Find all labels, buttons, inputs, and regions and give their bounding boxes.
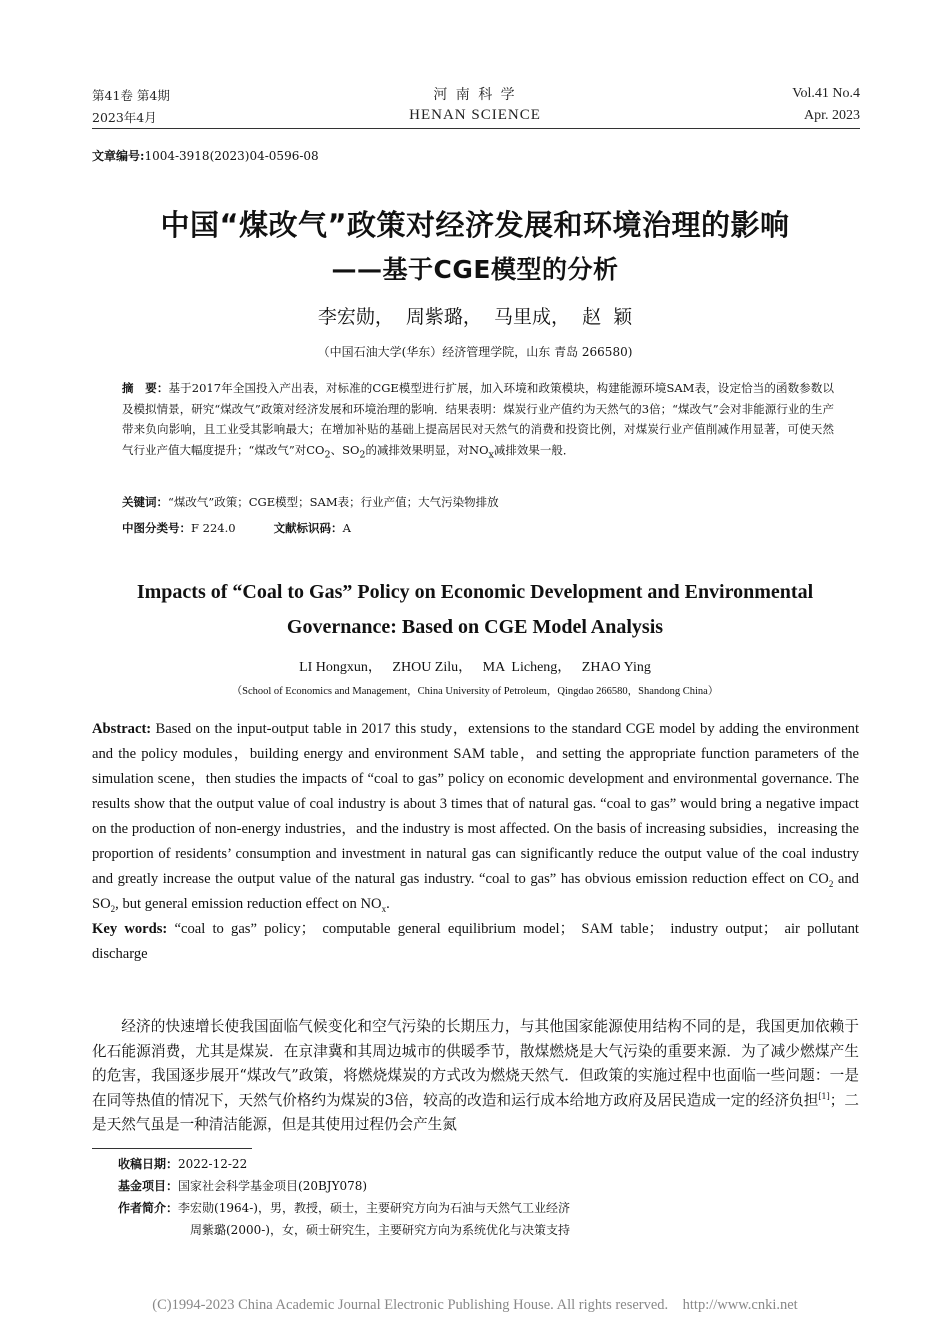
classification xyxy=(122,520,351,536)
body-text: 经济的快速增长使我国面临气候变化和空气污染的长期压力，与其他国家能源使用结构不同的是，我国更加依赖于化石能源消费，尤其是煤炭．在京津冀和其周边城市的供暖季节，散煤燃烧是大气污染的重要来源．为了减少燃煤产生的危害，我国逐步展开“煤改气”政策，将燃烧煤炭的方式改为燃烧天然气．但政策的实施过程中也面临一些问题：一是在同等热值的情况下，天然气价格约为煤炭的3倍，较高的改造和运行成本给地方政府及居民造成一定的经济负担 xyxy=(92,1018,859,1109)
received-date xyxy=(118,1155,247,1172)
keywords-cn-text: “煤改气”政策；CGE模型；SAM表；行业产值；大气污染物排放 xyxy=(168,495,499,509)
date-en: Apr. 2023 xyxy=(804,108,860,123)
header-rule xyxy=(92,128,860,129)
title-en-line2: Governance: Based on CGE Model Analysis xyxy=(286,616,664,638)
title-cn-line1: 中国“煤改气”政策对经济发展和环境治理的影响 xyxy=(160,208,790,242)
clc-value: F 224.0 xyxy=(191,521,236,535)
authors-cn: 李宏勋， 周紫璐， 马里成， 赵 颖 xyxy=(317,306,633,328)
subscript: 2 xyxy=(359,448,366,460)
received-label: 收稿日期： xyxy=(118,1157,179,1171)
fund-project xyxy=(118,1177,367,1194)
affiliation-cn: （中国石油大学(华东）经济管理学院，山东 青岛 266580) xyxy=(317,345,633,359)
copyright-footer: (C)1994-2023 China Academic Journal Electronic Publishing House. All rights reserved. http://www.cnki.net xyxy=(152,1297,798,1313)
doc-code-label: 文献标识码： xyxy=(273,521,343,535)
journal-name-en: HENAN SCIENCE xyxy=(409,107,541,123)
article-number-value: 1004-3918(2023)04-0596-08 xyxy=(144,149,319,163)
fund-value: 国家社会科学基金项目(20BJY078) xyxy=(178,1179,368,1193)
abstract-cn-text: 减排效果一般． xyxy=(493,442,575,457)
keywords-en-text: “coal to gas” policy； computable general equilibrium model； SAM table； industry output； air pollutant discharge xyxy=(92,921,859,962)
title-cn-line2: ——基于CGE模型的分析 xyxy=(331,255,619,284)
volume-issue: 第41卷 第4期 xyxy=(92,88,170,103)
abstract-cn xyxy=(122,378,834,465)
received-value: 2022-12-22 xyxy=(178,1157,248,1171)
abstract-en-text: . xyxy=(386,896,390,912)
abstract-en xyxy=(92,717,859,967)
author-bio-label: 作者简介： xyxy=(118,1201,179,1215)
abstract-cn-text: 、SO xyxy=(330,442,360,457)
citation-ref: [1] xyxy=(818,1091,830,1101)
abstract-cn-label: 摘 要： xyxy=(122,381,169,395)
fund-label: 基金项目： xyxy=(118,1179,179,1193)
keywords-cn-label: 关键词： xyxy=(122,495,168,509)
subscript: 2 xyxy=(324,448,331,460)
subscript: x xyxy=(488,448,494,460)
journal-name-cn: 河 南 科 学 xyxy=(433,87,517,103)
abstract-cn-text: 基于2017年全国投入产出表，对标准的CGE模型进行扩展，加入环境和政策模块，构建能源环境SAM表，设定恰当的函数参数以及模拟情景，研究“煤改气”政策对经济发展和环境治理的影响．结果表明：煤炭行业产值约为天然气的3倍；“煤改气”会对非能源行业的生产带来负向影响，且工业受其影响最大；在增加补贴的基础上提高居民对天然气的消费和投资比例，对煤炭行业产值削减作用显著，可使天然气行业产值大幅度提升；“煤改气”对CO xyxy=(122,381,834,457)
abstract-en-text: , but general emission reduction effect on NO xyxy=(115,896,382,912)
authors-en: LI Hongxun， ZHOU Zilu， MA Licheng， ZHAO Ying xyxy=(299,660,651,675)
subscript: 2 xyxy=(828,878,834,889)
abstract-cn-text: 的减排效果明显，对NO xyxy=(365,442,489,457)
article-number-label: 文章编号: xyxy=(92,149,145,163)
volume-en: Vol.41 No.4 xyxy=(792,86,860,101)
abstract-en-text: Based on the input-output table in 2017 this study，extensions to the standard CGE model by adding the environment and the policy modules，building energy and environment SAM table，and setting the appropriate function parameters of the simulation scene，then studies the impacts of “coal to gas” policy on economic development and environmental governance. The results show that the output value of coal industry is about 3 times that of natural gas. “coal to gas” would bring a negative impact on the production of non-energy industries，and the industry is most affected. On the basis of increasing subsidies，increasing the proportion of residents’ consumption and investment in natural gas can significantly reduce the output value of the coal industry and greatly increase the output value of the natural gas industry. “coal to gas” has obvious emission reduction effect on CO xyxy=(92,721,859,887)
doc-code-value: A xyxy=(342,521,351,535)
issue-date: 2023年4月 xyxy=(92,110,157,125)
author-bio xyxy=(118,1199,570,1216)
title-en-line1: Impacts of “Coal to Gas” Policy on Economic Development and Environmental xyxy=(136,581,814,603)
footnote-rule xyxy=(92,1148,252,1149)
author-bio-2: 周紫璐(2000-)，女，硕士研究生，主要研究方向为系统优化与决策支持 xyxy=(190,1223,570,1237)
author-bio-1: 李宏勋(1964-)，男，教授，硕士，主要研究方向为石油与天然气工业经济 xyxy=(178,1201,570,1215)
keywords-en-label: Key words: xyxy=(92,921,168,937)
body-text: ；二是天然气虽是一种清洁能源，但是其使用过程仍会产生氮 xyxy=(92,1091,859,1134)
affiliation-en: （School of Economics and Management，China University of Petroleum，Qingdao 266580，Shandong China） xyxy=(231,686,719,697)
body-paragraph xyxy=(92,1015,859,1138)
abstract-en-text: and SO xyxy=(92,871,859,912)
clc-label: 中图分类号： xyxy=(122,521,191,535)
article-number xyxy=(92,147,319,164)
subscript: x xyxy=(381,903,387,914)
abstract-en-label: Abstract: xyxy=(92,721,152,737)
keywords-cn xyxy=(122,494,499,510)
subscript: 2 xyxy=(110,903,116,914)
